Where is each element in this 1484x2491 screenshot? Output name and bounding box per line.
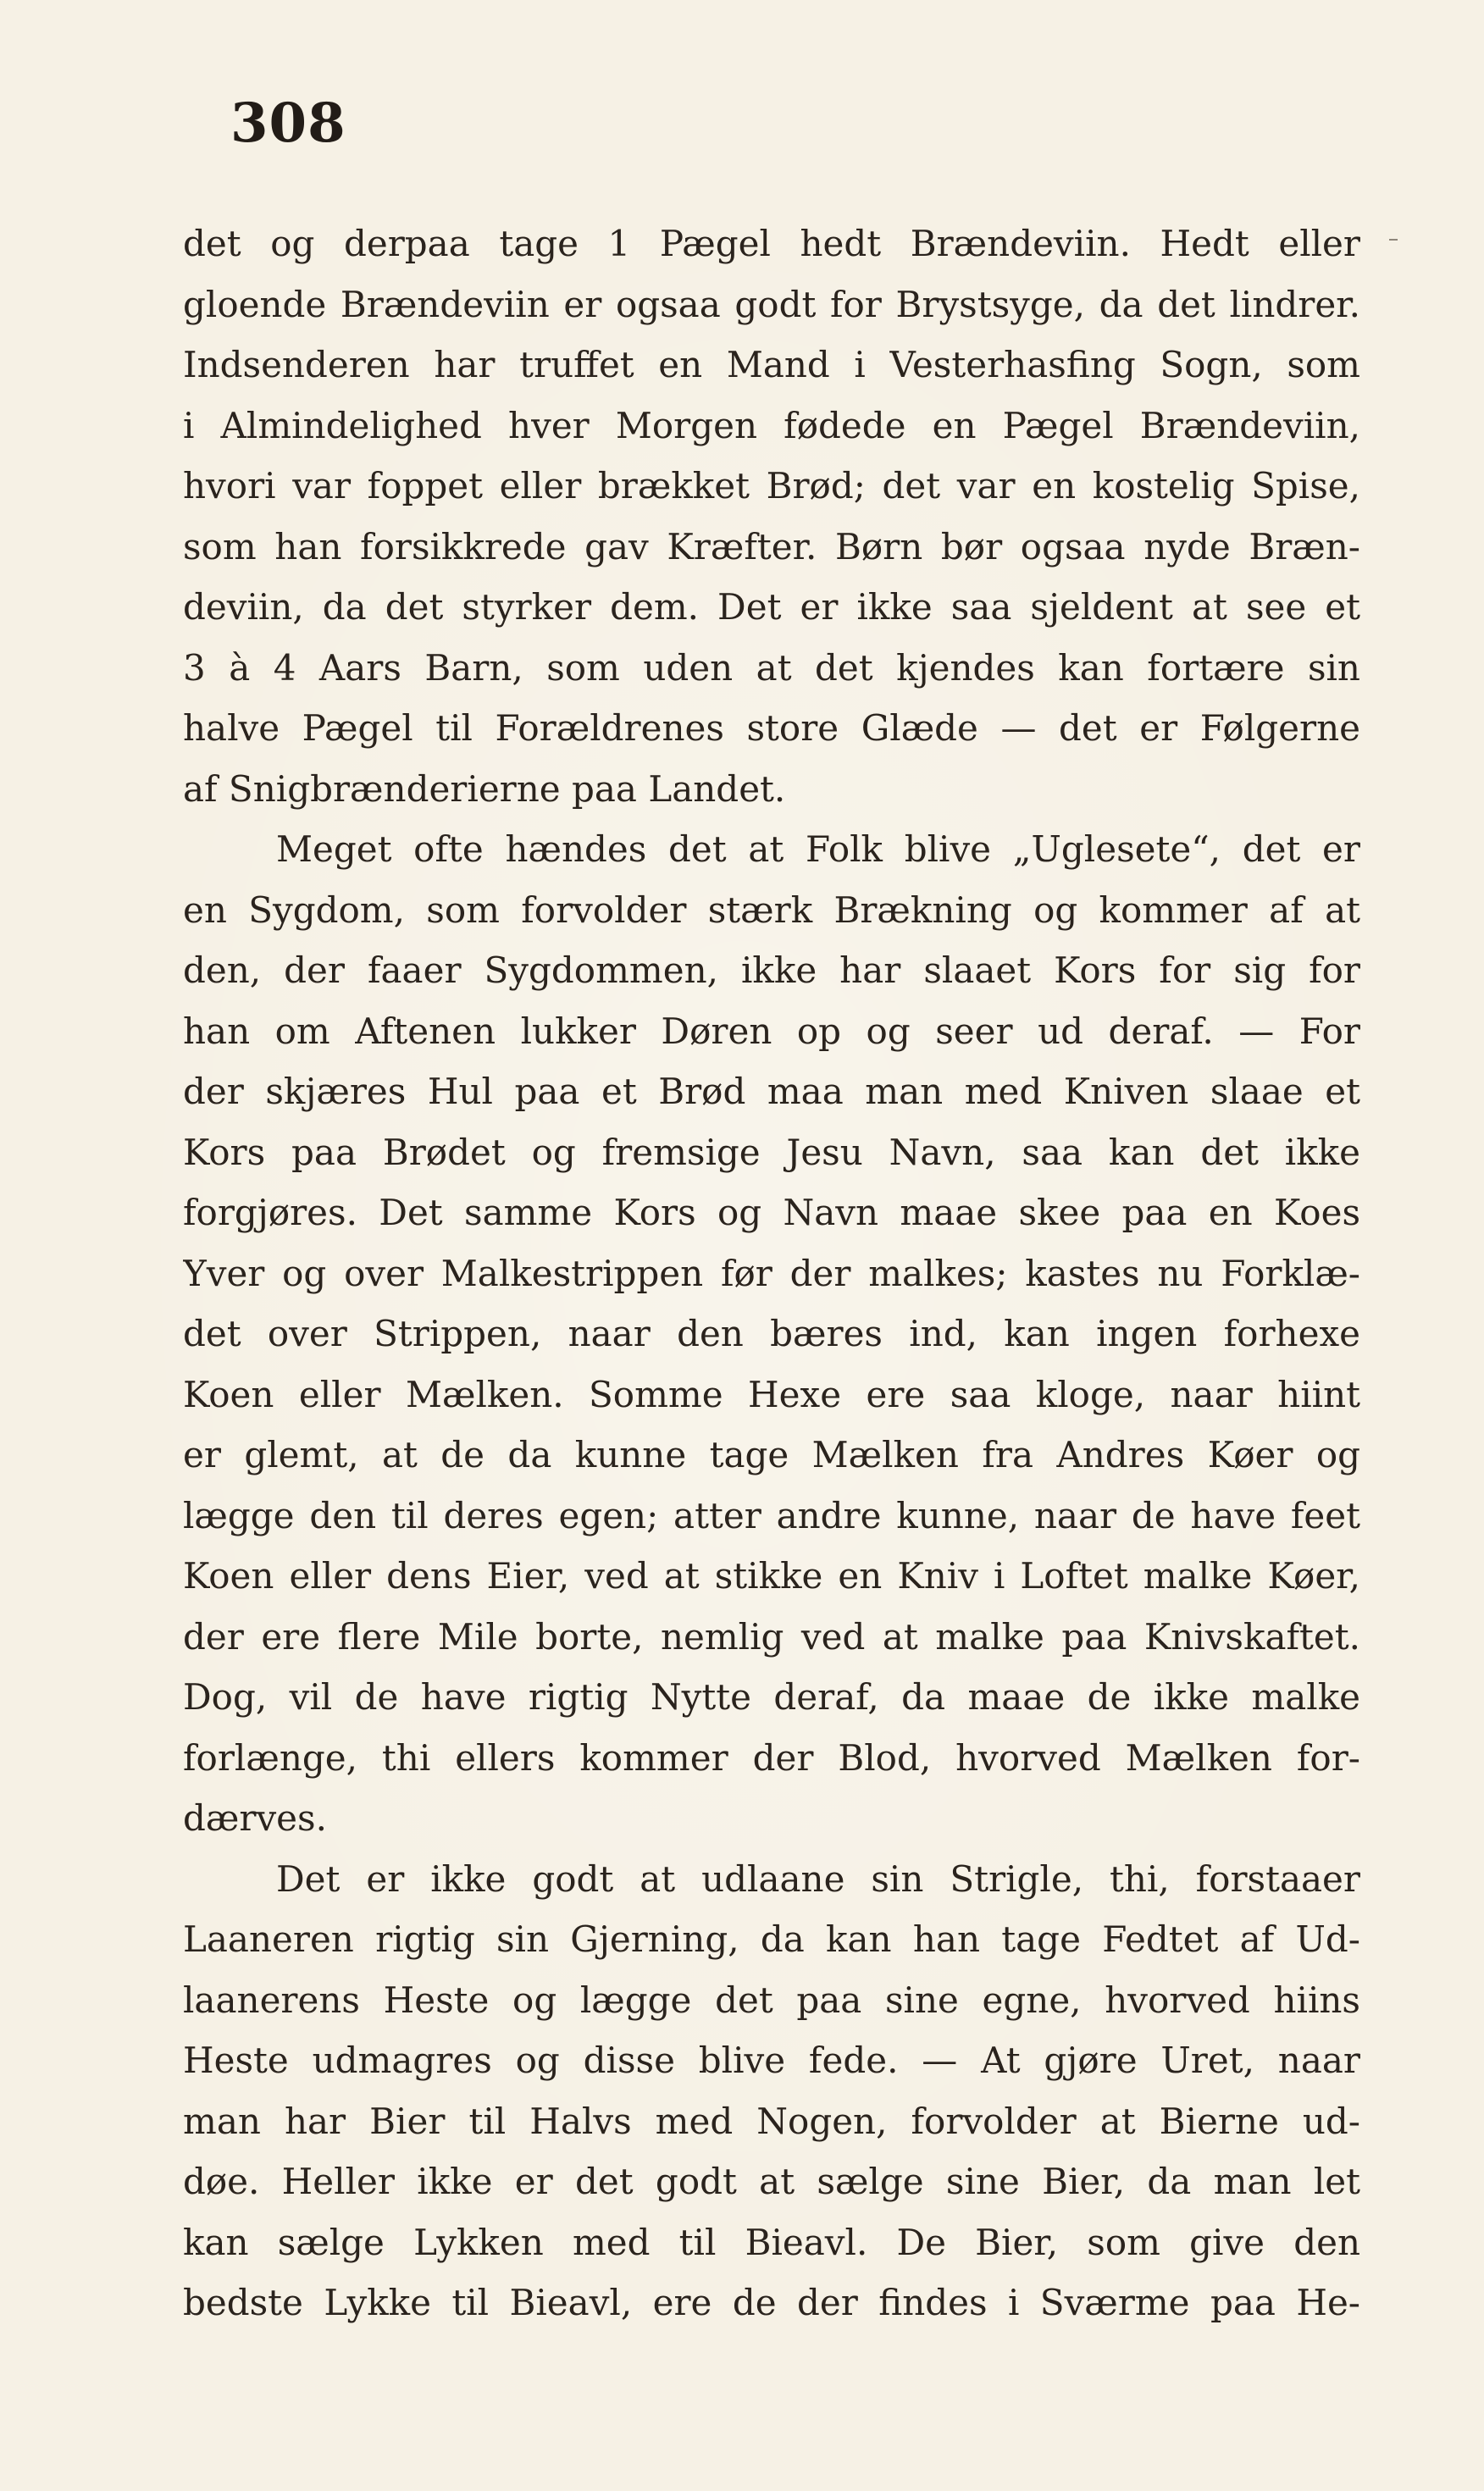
text-line: laanerens Heste og lægge det paa sine egne, hvorved hiins	[183, 1979, 1360, 2021]
paragraph-end-line: dærves.	[183, 1797, 327, 1839]
text-line: Koen eller dens Eier, ved at stikke en Kniv i Loftet malke Køer,	[183, 1555, 1360, 1597]
text-line: en Sygdom, som forvolder stærk Brækning og kommer af at	[183, 888, 1360, 931]
text-line: Kors paa Brødet og fremsige Jesu Navn, saa kan det ikke	[183, 1131, 1360, 1173]
text-line: bedste Lykke til Bieavl, ere de der findes i Sværme paa He-	[183, 2282, 1360, 2323]
text-line: lægge den til deres egen; atter andre kunne, naar de have feet	[183, 1494, 1360, 1536]
text-line: hvori var foppet eller brækket Brød; det var en kostelig Spise,	[183, 465, 1360, 507]
text-line: i Almindelighed hver Morgen fødede en Pægel Brændeviin,	[183, 404, 1360, 446]
text-line: det og derpaa tage 1 Pægel hedt Brændeviin. Hedt eller	[183, 223, 1360, 264]
text-line: halve Pægel til Forældrenes store Glæde — det er Følgerne	[183, 707, 1360, 749]
text-line: Laaneren rigtig sin Gjerning, da kan han tage Fedtet af Ud-	[183, 1918, 1360, 1960]
text-line: den, der faaer Sygdommen, ikke har slaaet Kors for sig for	[183, 949, 1360, 991]
paragraph-end-line: af Snigbrænderierne paa Landet.	[183, 767, 786, 810]
page-number: 308	[230, 91, 346, 155]
paragraph-start-line: Meget ofte hændes det at Folk blive „Uglesete“, det er	[276, 828, 1360, 870]
text-line: Yver og over Malkestrippen før der malkes; kastes nu Forklæ-	[183, 1252, 1360, 1294]
text-line: døe. Heller ikke er det godt at sælge sine Bier, da man let	[183, 2161, 1360, 2202]
text-line: han om Aftenen lukker Døren op og seer ud deraf. — For	[183, 1010, 1360, 1052]
text-line: det over Strippen, naar den bæres ind, kan ingen forhexe	[183, 1313, 1360, 1354]
text-line: kan sælge Lykken med til Bieavl. De Bier, som give den	[183, 2221, 1360, 2263]
margin-mark	[1389, 239, 1398, 241]
body-text	[183, 213, 1360, 2333]
paragraph-start-line: Det er ikke godt at udlaane sin Strigle, thi, forstaaer	[276, 1857, 1360, 1900]
text-line: er glemt, at de da kunne tage Mælken fra Andres Køer og	[183, 1434, 1360, 1475]
text-line: forlænge, thi ellers kommer der Blod, hvorved Mælken for-	[183, 1736, 1360, 1779]
text-line: Heste udmagres og disse blive fede. — At gjøre Uret, naar	[183, 2040, 1360, 2081]
text-line: man har Bier til Halvs med Nogen, forvolder at Bierne ud-	[183, 2100, 1360, 2142]
text-line: som han forsikkrede gav Kræfter. Børn bør ogsaa nyde Bræn-	[183, 525, 1360, 567]
text-line: deviin, da det styrker dem. Det er ikke saa sjeldent at see et	[183, 586, 1360, 628]
text-line: Indsenderen har truffet en Mand i Vesterhasfing Sogn, som	[183, 344, 1360, 385]
text-line: gloende Brændeviin er ogsaa godt for Brystsyge, da det lindrer.	[183, 283, 1360, 325]
text-line: der ere flere Mile borte, nemlig ved at malke paa Knivskaftet.	[183, 1615, 1360, 1658]
text-line: Dog, vil de have rigtig Nytte deraf, da maae de ikke malke	[183, 1676, 1360, 1718]
text-line: der skjæres Hul paa et Brød maa man med Kniven slaae et	[183, 1071, 1360, 1112]
text-line: forgjøres. Det samme Kors og Navn maae skee paa en Koes	[183, 1192, 1360, 1233]
text-line: 3 à 4 Aars Barn, som uden at det kjendes kan fortære sin	[183, 646, 1360, 689]
text-line: Koen eller Mælken. Somme Hexe ere saa kloge, naar hiint	[183, 1373, 1360, 1415]
